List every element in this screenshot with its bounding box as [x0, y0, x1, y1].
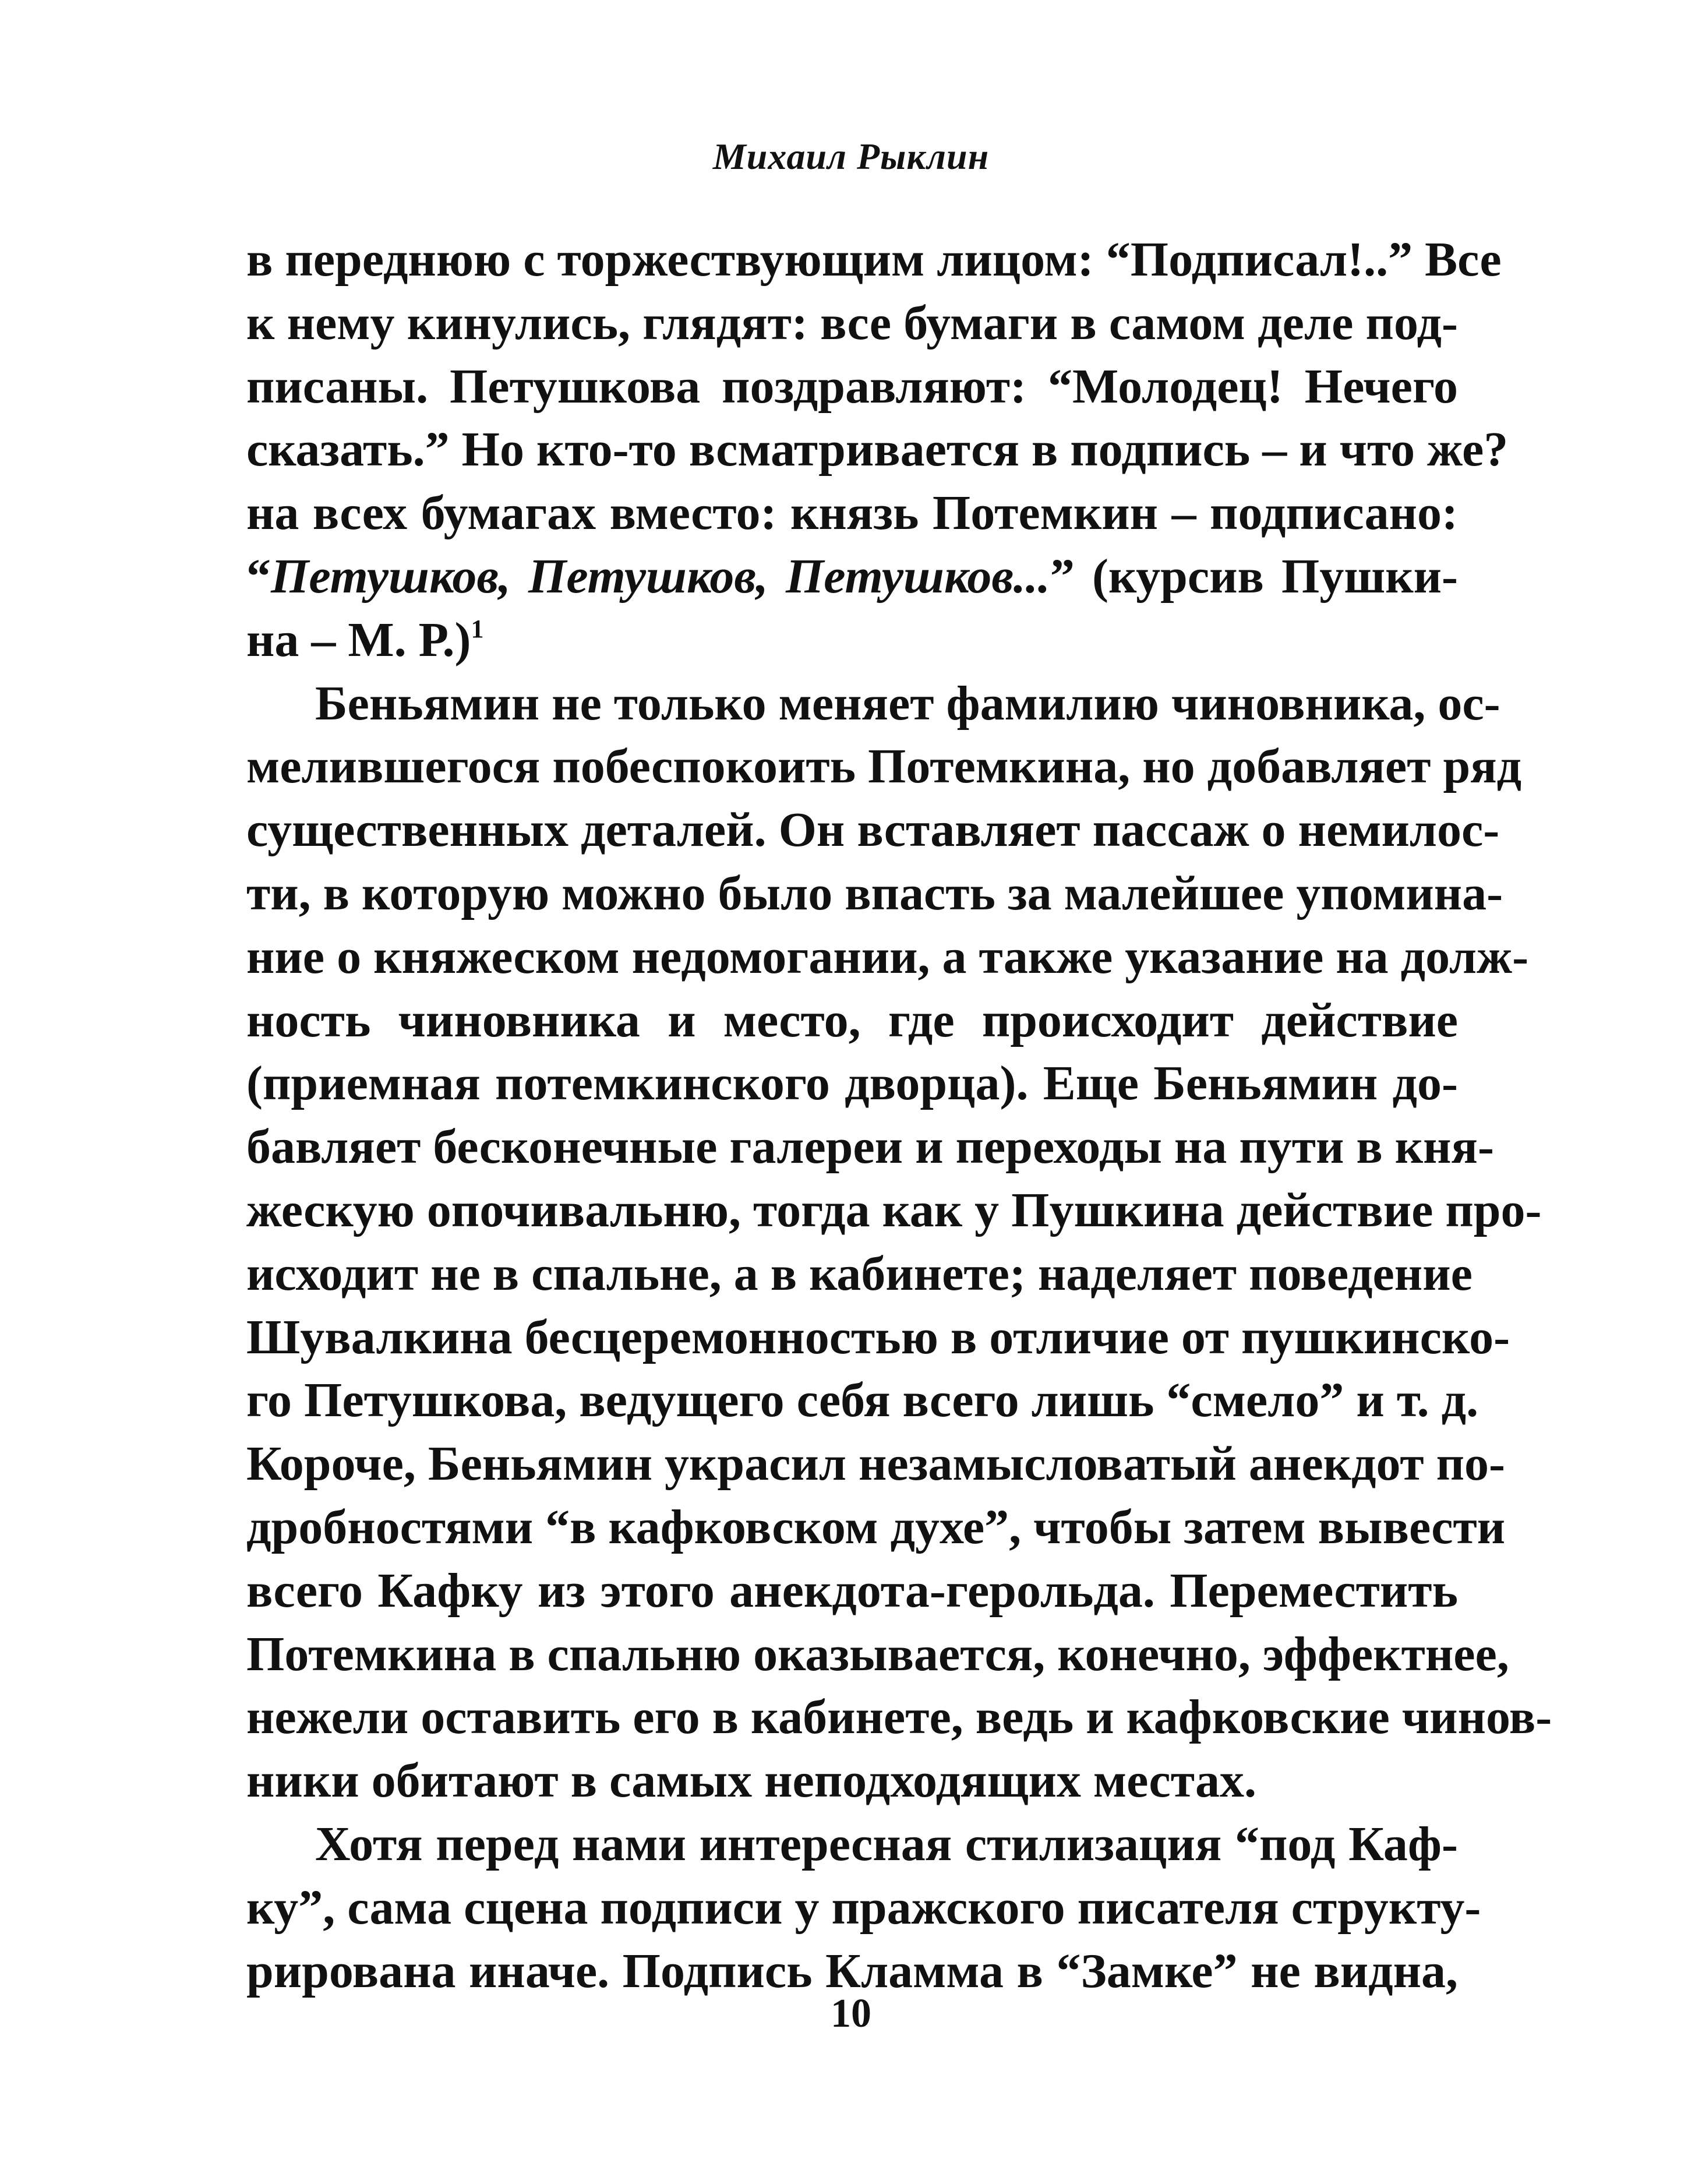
text-line: ти, в которую можно было впасть за малейшее упомина- [246, 866, 1503, 920]
paragraph-2 [246, 672, 1552, 1813]
text-line: сказать.” Но кто-то всматривается в подпись – и что же? [246, 422, 1509, 477]
paragraph-1 [246, 228, 1509, 672]
page-number: 10 [831, 1991, 871, 2036]
text-line: в переднюю с торжествующим лицом: “Подписал!..” Все [246, 232, 1502, 287]
text-line: ники обитают в самых неподходящих местах. [246, 1753, 1256, 1808]
footnote-marker: 1 [471, 614, 484, 643]
text-line: Беньямин не только меняет фамилию чиновника, ос- [315, 676, 1500, 731]
italic-quotation: Петушков, Петушков, Петушков... [271, 549, 1050, 604]
text-line: существенных деталей. Он вставляет пассаж о немилос- [246, 803, 1500, 858]
text-line: писаны. Петушкова поздравляют: “Молодец! Нечего [246, 359, 1458, 414]
text-line: (приемная потемкинского дворца). Еще Беньямин до- [246, 1056, 1458, 1111]
text-line: мелившегося побеспокоить Потемкина, но добавляет ряд [246, 739, 1522, 794]
text-line: исходит не в спальне, а в кабинете; наделяет поведение [246, 1246, 1473, 1301]
text-line: го Петушкова, ведущего себя всего лишь “смело” и т. д. [246, 1373, 1479, 1428]
text-line: Шувалкина бесцеремонностью в отличие от пушкинско- [246, 1310, 1510, 1364]
text-line: всего Кафку из этого анекдота-герольда. Переместить [246, 1563, 1458, 1618]
text-line: жескую опочивальню, тогда как у Пушкина действие про- [246, 1183, 1542, 1237]
text-line: ность чиновника и место, где происходит действие [246, 993, 1458, 1047]
text-line: ние о княжеском недомогании, а также указание на долж- [246, 929, 1529, 984]
text-line: нежели оставить его в кабинете, ведь и кафковские чинов- [246, 1690, 1552, 1745]
text-line [246, 609, 1458, 672]
running-head: Михаил Рыклин [712, 136, 990, 177]
text-line: Потемкина в спальню оказывается, конечно, эффектнее, [246, 1626, 1509, 1681]
text-line: бавляет бесконечные галереи и переходы на пути в кня- [246, 1120, 1494, 1174]
body-text [246, 228, 1552, 2003]
text-line: ку”, сама сцена подписи у пражского писателя структу- [246, 1880, 1481, 1935]
text-line-italic-quote [246, 545, 1458, 609]
text-line: на всех бумагах вместо: князь Потемкин – подписано: [246, 486, 1458, 541]
text-line: Короче, Беньямин украсил незамысловатый анекдот по- [246, 1437, 1506, 1491]
text-line: рирована иначе. Подпись Кламма в “Замке” не видна, [246, 1943, 1458, 1998]
paragraph-3 [246, 1813, 1481, 2003]
text-line: дробностями “в кафковском духе”, чтобы затем вывести [246, 1499, 1506, 1554]
text-line: Хотя перед нами интересная стилизация “под Каф- [315, 1816, 1458, 1871]
text-line: к нему кинулись, глядят: все бумаги в самом деле под- [246, 295, 1458, 350]
open-quote: “ [246, 549, 271, 604]
line-text: на – М. Р.) [246, 612, 471, 667]
quote-tail: ” (курсив Пушки- [1050, 549, 1459, 604]
